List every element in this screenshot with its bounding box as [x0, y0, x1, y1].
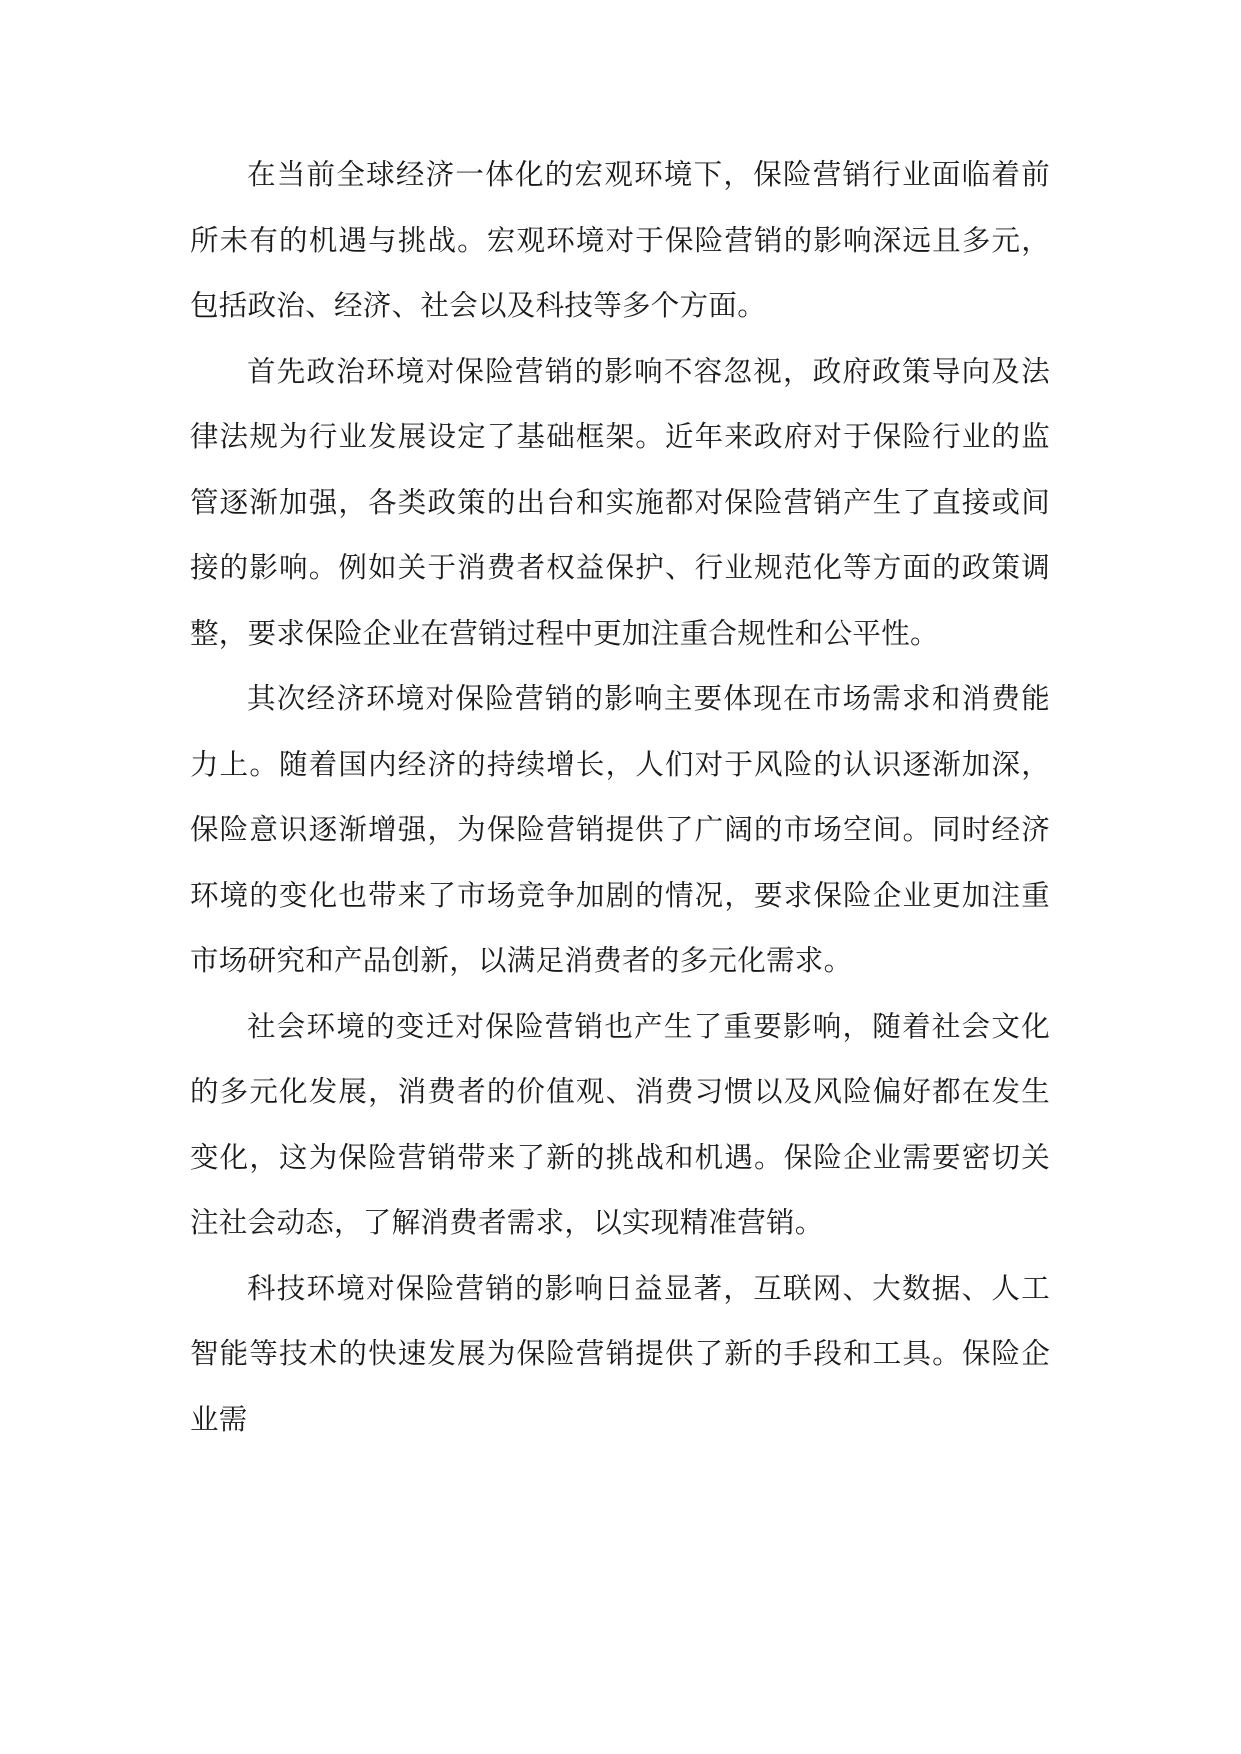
paragraph-5: 科技环境对保险营销的影响日益显著，互联网、大数据、人工智能等技术的快速发展为保险营销提供了新的手段和工具。保险企业需 [190, 1271, 1050, 1436]
paragraph-4: 社会环境的变迁对保险营销也产生了重要影响，随着社会文化的多元化发展，消费者的价值观、消费习惯以及风险偏好都在发生变化，这为保险营销带来了新的挑战和机遇。保险企业需要密切关注社会动态，了解消费者需求，以实现精准营销。 [190, 1009, 1050, 1239]
paragraph-1: 在当前全球经济一体化的宏观环境下，保险营销行业面临着前所未有的机遇与挑战。宏观环境对于保险营销的影响深远且多元，包括政治、经济、社会以及科技等多个方面。 [190, 158, 1050, 322]
paragraph-3: 其次经济环境对保险营销的影响主要体现在市场需求和消费能力上。随着国内经济的持续增长，人们对于风险的认识逐渐加深，保险意识逐渐增强，为保险营销提供了广阔的市场空间。同时经济环境的变化也带来了市场竞争加剧的情况，要求保险企业更加注重市场研究和产品创新，以满足消费者的多元化需求。 [190, 682, 1050, 977]
document-body [190, 142, 1050, 1452]
paragraph-2: 首先政治环境对保险营销的影响不容忽视，政府政策导向及法律法规为行业发展设定了基础框架。近年来政府对于保险行业的监管逐渐加强，各类政策的出台和实施都对保险营销产生了直接或间接的影响。例如关于消费者权益保护、行业规范化等方面的政策调整，要求保险企业在营销过程中更加注重合规性和公平性。 [190, 354, 1050, 650]
